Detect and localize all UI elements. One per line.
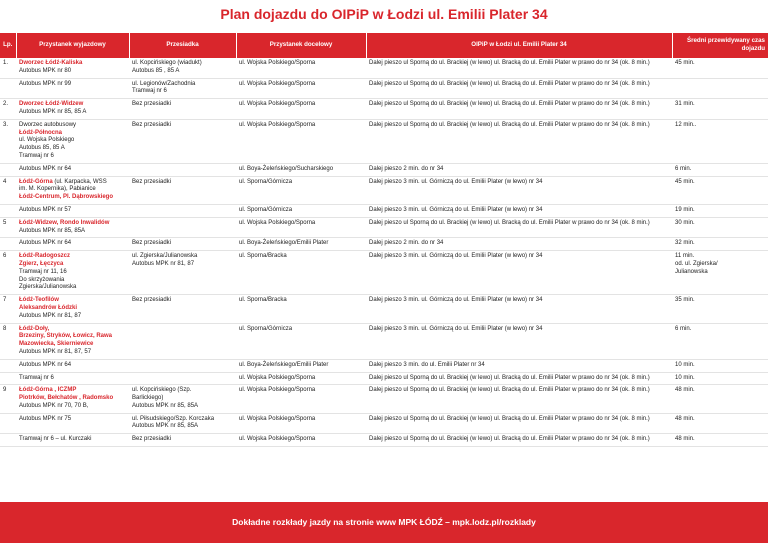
row-destination — [236, 385, 366, 413]
departure-station: Łódź-Górna — [19, 178, 53, 185]
row-departure — [16, 163, 129, 176]
departure-line: Autobus MPK nr 85, 85A — [19, 227, 86, 234]
row-number: 1. — [3, 60, 9, 66]
table-row — [0, 176, 768, 204]
time-text: 48 min. — [675, 415, 695, 422]
row-time — [672, 217, 768, 238]
row-walk — [366, 99, 672, 120]
row-transfer — [129, 58, 236, 79]
row-departure — [16, 434, 129, 447]
table-body — [0, 58, 768, 447]
departure-line: Autobus MPK nr 70, 70 B, — [19, 402, 89, 409]
destination-text: ul. Wojska Polskiego/Sporna — [239, 101, 316, 108]
walk-text: Dalej pieszo 3 min. do ul. Emilii Plater nr 34 — [369, 361, 485, 368]
table-row — [0, 99, 768, 120]
row-walk — [366, 251, 672, 295]
walk-text: Dalej pieszo ul Sporną do ul. Brackiej (w lewo) ul. Bracką do ul. Emilii Plater w prawo do nr 34 (ok. 8 min.) — [369, 436, 650, 443]
walk-text: Dalej pieszo ul Sporną do ul. Brackiej (w lewo) ul. Bracką do ul. Emilii Plater w prawo do nr 34 (ok. 8 min.) — [369, 101, 650, 108]
departure-station: Łódź-Radogoszcz Zgierz, Łęczyca — [19, 253, 70, 267]
time-text: 19 min. — [675, 206, 695, 213]
row-number: 9 — [3, 387, 7, 394]
departure-line: Autobus MPK nr 99 — [19, 80, 72, 87]
departure-line: Autobus MPK nr 81, 87, 57 — [19, 348, 92, 355]
destination-text: ul. Sporna/Bracka — [239, 297, 287, 304]
row-destination — [236, 251, 366, 295]
row-time — [672, 204, 768, 217]
destination-text: ul. Wojska Polskiego/Sporna — [239, 80, 316, 87]
row-time — [672, 119, 768, 163]
time-text: 10 min. — [675, 361, 695, 368]
row-lp — [0, 359, 16, 372]
row-time — [672, 372, 768, 385]
row-destination — [236, 413, 366, 434]
row-time — [672, 176, 768, 204]
walk-text: Dalej pieszo 3 min. ul. Górniczą do ul. Emilii Plater (w lewo) nr 34 — [369, 178, 543, 185]
row-lp — [0, 163, 16, 176]
row-lp — [0, 295, 16, 323]
transfer-text: ul. Piłsudskiego/Szp. Korczaka Autobus MPK nr 85, 85A — [132, 415, 215, 430]
row-time — [672, 58, 768, 79]
table-row — [0, 359, 768, 372]
row-destination — [236, 372, 366, 385]
row-time — [672, 359, 768, 372]
row-time — [672, 434, 768, 447]
time-text: 35 min. — [675, 297, 695, 304]
time-text: 32 min. — [675, 240, 695, 247]
row-lp — [0, 119, 16, 163]
header-lp: Lp. — [0, 33, 16, 58]
header-destination: Przystanek docelowy — [236, 33, 366, 58]
header-walk: OIPiP w Łodzi ul. Emilii Plater 34 — [366, 33, 672, 58]
walk-text: Dalej pieszo ul Sporną do ul. Brackiej (w lewo) ul. Bracką do ul. Emilii Plater w prawo do nr 34 (ok. 8 min.) — [369, 80, 650, 87]
transfer-text: Bez przesiadki — [132, 101, 172, 108]
destination-text: ul. Wojska Polskiego/Sporna — [239, 121, 316, 128]
walk-text: Dalej pieszo ul Sporną do ul. Brackiej (w lewo) ul. Bracką do ul. Emilii Plater w prawo do nr 34 (ok. 8 min.) — [369, 121, 650, 128]
row-lp — [0, 238, 16, 251]
table-row — [0, 217, 768, 238]
row-transfer — [129, 238, 236, 251]
departure-station: Dworzec Łódź-Kaliska — [19, 60, 83, 66]
departure-station: Łódź-Teofilów Aleksandrów Łódzki — [19, 297, 78, 311]
departure-line: Autobus MPK nr 81, 87 — [19, 312, 82, 319]
row-destination — [236, 434, 366, 447]
departure-line: Autobus MPK nr 64 — [19, 165, 72, 172]
row-transfer — [129, 119, 236, 163]
table-row — [0, 372, 768, 385]
departure-line: ul. Wojska Polskiego Autobus 85, 85 A Tramwaj nr 6 — [19, 137, 75, 159]
row-transfer — [129, 359, 236, 372]
destination-text: ul. Sporna/Bracka — [239, 253, 287, 260]
row-departure — [16, 372, 129, 385]
walk-text: Dalej pieszo 3 min. ul. Górniczą do ul. Emilii Plater (w lewo) nr 34 — [369, 325, 543, 332]
destination-text: ul. Boya-Żeleńskiego/Emilii Plater — [239, 240, 329, 247]
row-number: 7 — [3, 297, 7, 304]
table-row — [0, 78, 768, 99]
row-departure — [16, 385, 129, 413]
departure-prefix: Dworzec autobusowy — [19, 121, 77, 128]
row-time — [672, 323, 768, 359]
page-title: Plan dojazdu do OIPiP w Łodzi ul. Emilii Plater 34 — [220, 6, 548, 22]
walk-text: Dalej pieszo ul Sporną do ul. Brackiej (w lewo) ul. Bracką do ul. Emilii Plater w prawo do nr 34 (ok. 8 min.) — [369, 374, 650, 381]
walk-text: Dalej pieszo ul Sporną do ul. Brackiej (w lewo) ul. Bracką do ul. Emilii Plater w prawo do nr 34 (ok. 8 min.) — [369, 219, 650, 226]
departure-line: Autobus MPK nr 85, 85 A — [19, 108, 87, 115]
row-departure — [16, 176, 129, 204]
row-number: 2. — [3, 101, 9, 108]
transfer-text: Bez przesiadki — [132, 240, 172, 247]
walk-text: Dalej pieszo 2 min. do nr 34 — [369, 165, 444, 172]
departure-line: Autobus MPK nr 80 — [19, 67, 72, 74]
departure-station: Łódź-Widzew, Rondo Inwalidów — [19, 219, 110, 226]
row-lp — [0, 251, 16, 295]
walk-text: Dalej pieszo 2 min. do nr 34 — [369, 240, 444, 247]
row-walk — [366, 58, 672, 79]
row-departure — [16, 78, 129, 99]
row-destination — [236, 238, 366, 251]
time-text: 31 min. — [675, 101, 695, 108]
time-text: 48 min. — [675, 387, 695, 394]
row-lp — [0, 78, 16, 99]
row-lp — [0, 372, 16, 385]
row-time — [672, 251, 768, 295]
destination-text: ul. Wojska Polskiego/Sporna — [239, 219, 316, 226]
row-walk — [366, 78, 672, 99]
row-transfer — [129, 413, 236, 434]
row-lp — [0, 413, 16, 434]
table-row — [0, 163, 768, 176]
table-row — [0, 434, 768, 447]
row-number: 3. — [3, 121, 9, 128]
row-transfer — [129, 251, 236, 295]
row-time — [672, 99, 768, 120]
table-row — [0, 295, 768, 323]
time-text: 30 min. — [675, 219, 695, 226]
row-departure — [16, 119, 129, 163]
row-transfer — [129, 295, 236, 323]
row-departure — [16, 323, 129, 359]
departure-station: Łódź-Doły, Brzeziny, Stryków, Łowicz, Rawa Mazowiecka, Skierniewice — [19, 325, 113, 348]
destination-text: ul. Sporna/Górnicza — [239, 178, 293, 185]
transfer-text: Bez przesiadki — [132, 121, 172, 128]
row-transfer — [129, 385, 236, 413]
header-time: Średni przewidywany czas dojazdu — [672, 33, 768, 58]
row-transfer — [129, 99, 236, 120]
destination-text: ul. Boya-Żeleńskiego/Sucharskiego — [239, 165, 334, 172]
row-destination — [236, 323, 366, 359]
transfer-text: ul. Kopcińskiego (wiadukt) Autobus 85 , 85 A — [132, 60, 202, 74]
row-walk — [366, 204, 672, 217]
transfer-text: Bez przesiadki — [132, 178, 172, 185]
row-destination — [236, 359, 366, 372]
transfer-text: Bez przesiadki — [132, 297, 172, 304]
row-number: 4 — [3, 178, 7, 185]
table-row — [0, 204, 768, 217]
departure-station: Łódź-Północna — [19, 129, 62, 136]
row-time — [672, 78, 768, 99]
row-walk — [366, 372, 672, 385]
time-text: 45 min. — [675, 60, 695, 66]
row-number: 6 — [3, 253, 7, 260]
time-text: 10 min. — [675, 374, 695, 381]
transfer-text: ul. Zgierska/Julianowska Autobus MPK nr 81, 87 — [132, 253, 198, 267]
row-lp — [0, 99, 16, 120]
time-text: 6 min. — [675, 165, 692, 172]
destination-text: ul. Wojska Polskiego/Sporna — [239, 436, 316, 443]
row-number: 5 — [3, 219, 7, 226]
row-walk — [366, 295, 672, 323]
route-table — [0, 33, 768, 447]
destination-text: ul. Sporna/Górnicza — [239, 325, 293, 332]
table-row — [0, 413, 768, 434]
row-lp — [0, 58, 16, 79]
departure-station: Łódź-Górna , ICZMP Piotrków, Bełchatów , Radomsko — [19, 387, 114, 402]
row-destination — [236, 99, 366, 120]
row-departure — [16, 359, 129, 372]
walk-text: Dalej pieszo ul Sporną do ul. Brackiej (w lewo) ul. Bracką do ul. Emilii Plater w prawo do nr 34 (ok. 8 min.) — [369, 60, 650, 66]
header-departure: Przystanek wyjazdowy — [16, 33, 129, 58]
row-destination — [236, 163, 366, 176]
row-transfer — [129, 323, 236, 359]
row-walk — [366, 217, 672, 238]
row-departure — [16, 204, 129, 217]
departure-line: Tramwaj nr 11, 16 Do skrzyżowania Zgierska/Julianowska — [19, 268, 77, 291]
table-row — [0, 119, 768, 163]
row-lp — [0, 434, 16, 447]
table-row — [0, 58, 768, 79]
destination-text: ul. Boya-Żeleńskiego/Emilii Plater — [239, 361, 329, 368]
row-transfer — [129, 176, 236, 204]
row-transfer — [129, 204, 236, 217]
destination-text: ul. Wojska Polskiego/Sporna — [239, 387, 316, 394]
row-walk — [366, 359, 672, 372]
table-row — [0, 251, 768, 295]
departure-line: Autobus MPK nr 64 — [19, 240, 72, 247]
time-text: 6 min. — [675, 325, 692, 332]
header-transfer: Przesiadka — [129, 33, 236, 58]
row-lp — [0, 217, 16, 238]
row-departure — [16, 99, 129, 120]
departure-station-2: Łódź-Centrum, Pl. Dąbrowskiego — [19, 194, 114, 201]
row-walk — [366, 163, 672, 176]
row-destination — [236, 58, 366, 79]
departure-line: Autobus MPK nr 57 — [19, 206, 72, 213]
row-walk — [366, 413, 672, 434]
destination-text: ul. Wojska Polskiego/Sporna — [239, 415, 316, 422]
departure-station: Dworzec Łódź-Widzew — [19, 101, 84, 108]
row-lp — [0, 385, 16, 413]
transfer-text: ul. Legionów/Zachodnia Tramwaj nr 6 — [132, 80, 196, 95]
departure-line: Autobus MPK nr 75 — [19, 415, 72, 422]
row-departure — [16, 217, 129, 238]
row-walk — [366, 434, 672, 447]
walk-text: Dalej pieszo 3 min. ul. Górniczą do ul. Emilii Plater (w lewo) nr 34 — [369, 297, 543, 304]
row-destination — [236, 78, 366, 99]
row-departure — [16, 295, 129, 323]
walk-text: Dalej pieszo 3 min. ul. Górniczą do ul. Emilii Plater (w lewo) nr 34 — [369, 206, 543, 213]
row-destination — [236, 295, 366, 323]
walk-text: Dalej pieszo ul Sporną do ul. Brackiej (w lewo) ul. Bracką do ul. Emilii Plater w prawo do nr 34 (ok. 8 min.) — [369, 387, 650, 394]
row-transfer — [129, 163, 236, 176]
row-transfer — [129, 372, 236, 385]
transfer-text: Bez przesiadki — [132, 436, 172, 443]
row-destination — [236, 204, 366, 217]
table-header-row — [0, 33, 768, 58]
departure-station-detail: (ul. Karpacka, WSS im. M. Kopernika), Pabianice — [19, 178, 107, 193]
time-text: 11 min. od. ul. Zgierska/ Julianowska — [675, 253, 718, 275]
time-text: 45 min. — [675, 178, 695, 185]
departure-line: Autobus MPK nr 64 — [19, 361, 72, 368]
walk-text: Dalej pieszo 3 min. ul. Górniczą do ul. Emilii Plater (w lewo) nr 34 — [369, 253, 543, 260]
row-destination — [236, 119, 366, 163]
row-walk — [366, 385, 672, 413]
time-text: 12 min.. — [675, 121, 697, 128]
row-transfer — [129, 434, 236, 447]
row-time — [672, 385, 768, 413]
row-time — [672, 163, 768, 176]
departure-line: Tramwaj nr 6 – ul. Kurczaki — [19, 436, 92, 443]
table-row — [0, 323, 768, 359]
row-lp — [0, 176, 16, 204]
row-time — [672, 295, 768, 323]
transfer-text: ul. Kopcińskiego (Szp. Barlickiego) Autobus MPK nr 85, 85A — [132, 387, 199, 409]
table-row — [0, 385, 768, 413]
row-walk — [366, 323, 672, 359]
row-walk — [366, 238, 672, 251]
row-departure — [16, 238, 129, 251]
row-destination — [236, 217, 366, 238]
destination-text: ul. Wojska Polskiego/Sporna — [239, 60, 316, 66]
row-time — [672, 413, 768, 434]
row-walk — [366, 119, 672, 163]
row-lp — [0, 204, 16, 217]
destination-text: ul. Wojska Polskiego/Sporna — [239, 374, 316, 381]
row-departure — [16, 58, 129, 79]
row-time — [672, 238, 768, 251]
row-transfer — [129, 78, 236, 99]
row-transfer — [129, 217, 236, 238]
row-departure — [16, 251, 129, 295]
destination-text: ul. Sporna/Górnicza — [239, 206, 293, 213]
row-number: 8 — [3, 325, 7, 332]
table-row — [0, 238, 768, 251]
row-departure — [16, 413, 129, 434]
row-destination — [236, 176, 366, 204]
row-lp — [0, 323, 16, 359]
time-text: 48 min. — [675, 436, 695, 443]
footer-banner: Dokładne rozkłady jazdy na stronie www MPK ŁÓDŹ – mpk.lodz.pl/rozklady — [0, 502, 768, 543]
departure-line: Tramwaj nr 6 — [19, 374, 54, 381]
walk-text: Dalej pieszo ul Sporną do ul. Brackiej (w lewo) ul. Bracką do ul. Emilii Plater w prawo do nr 34 (ok. 8 min.) — [369, 415, 650, 422]
row-walk — [366, 176, 672, 204]
